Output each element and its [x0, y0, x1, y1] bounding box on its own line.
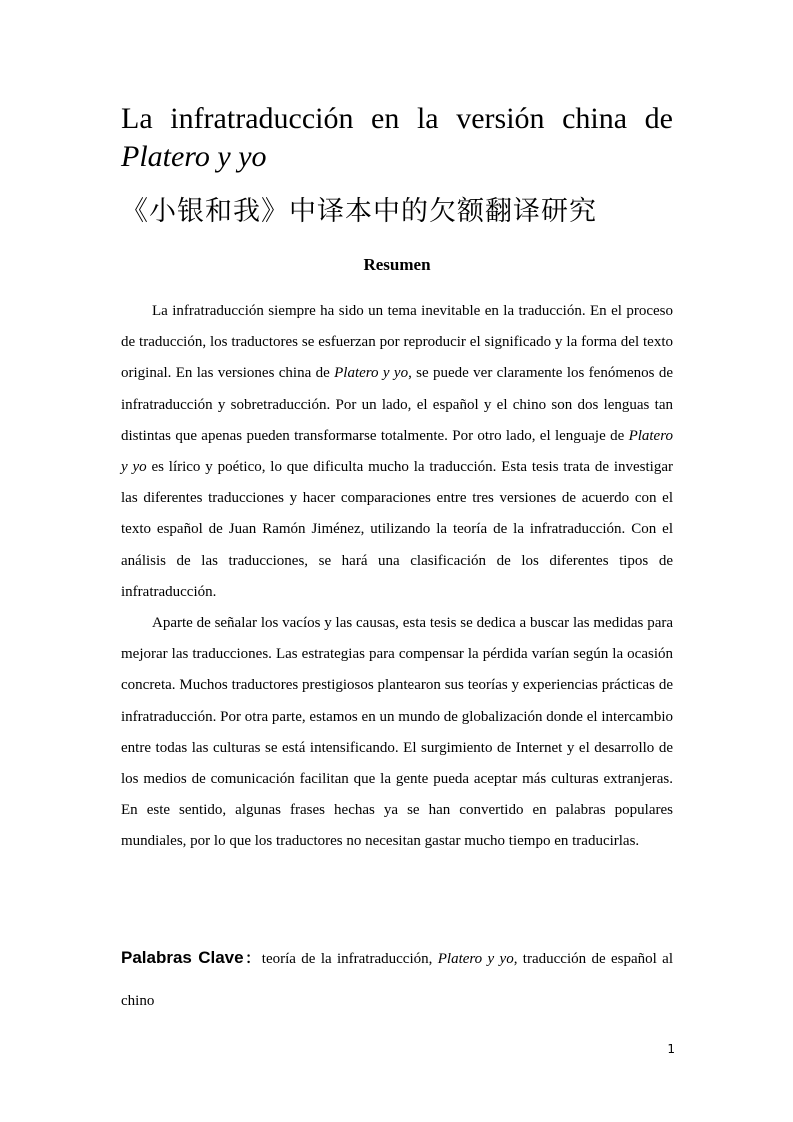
abstract-paragraph-2 — [121, 608, 673, 858]
paragraph-text: , se puede ver claramente los fenómenos de infratraducción y sobretraducción. Por un lado, el español y el chino son dos lenguas tan distintas que apenas pueden transformarse totalmente. Por otro lado, el lenguaje de — [121, 365, 673, 444]
paragraph-text: es lírico y poético, lo que dificulta mucho la traducción. Esta tesis trata de investigar las diferentes traducciones y hacer comparaciones entre tres versiones de acuerdo con el texto español de Juan Ramón Jiménez, utilizando la teoría de la infratraducción. Con el análisis de las traducciones, se hará una clasificación de los diferentes tipos de infratraducción. — [121, 459, 673, 600]
book-title-italic: Platero y yo — [437, 951, 514, 967]
keywords-text: teoría de la infratraducción, — [261, 951, 438, 967]
title-chinese: 《小银和我》中译本中的欠额翻译研究 — [121, 196, 597, 227]
title-spanish-book-name: Platero y yo — [121, 140, 267, 173]
title-spanish — [121, 100, 673, 176]
book-title-italic: Platero y yo — [121, 427, 673, 476]
keywords — [121, 937, 673, 1022]
abstract-heading: Resumen — [363, 255, 431, 274]
abstract-body — [121, 296, 673, 858]
keywords-text: , traducción de español al chino — [121, 951, 673, 1009]
title-spanish-line1: La infratraducción en la versión china de — [121, 102, 673, 135]
abstract-paragraph-1 — [121, 296, 673, 608]
page-number: 1 — [667, 1042, 675, 1056]
keywords-colon: ： — [243, 949, 262, 967]
book-title-italic: Platero y yo — [334, 365, 409, 382]
paragraph-text: Aparte de señalar los vacíos y las causas, esta tesis se dedica a buscar las medidas para mejorar las traducciones. Las estrategias para compensar la pérdida varían según la ocasión concreta. Muchos traductores prestigiosos plantearon sus teorías y experiencias prácticas de infratraducción. Por otra parte, estamos en un mundo de globalización donde el intercambio entre todas las culturas se está intensificando. El surgimiento de Internet y el desarrollo de los medios de comunicación facilitan que la gente pueda aceptar más culturas extranjeras. En este sentido, algunas frases hechas ya se han convertido en palabras populares mundiales, por lo que los traductores no necesitan gastar mucho tiempo en traducirlas. — [121, 615, 673, 850]
keywords-label: Palabras Clave — [121, 948, 244, 967]
paragraph-text: La infratraducción siempre ha sido un tema inevitable en la traducción. En el proceso de traducción, los traductores se esfuerzan por reproducir el significado y la forma del texto original. En las versiones china de — [121, 303, 673, 382]
